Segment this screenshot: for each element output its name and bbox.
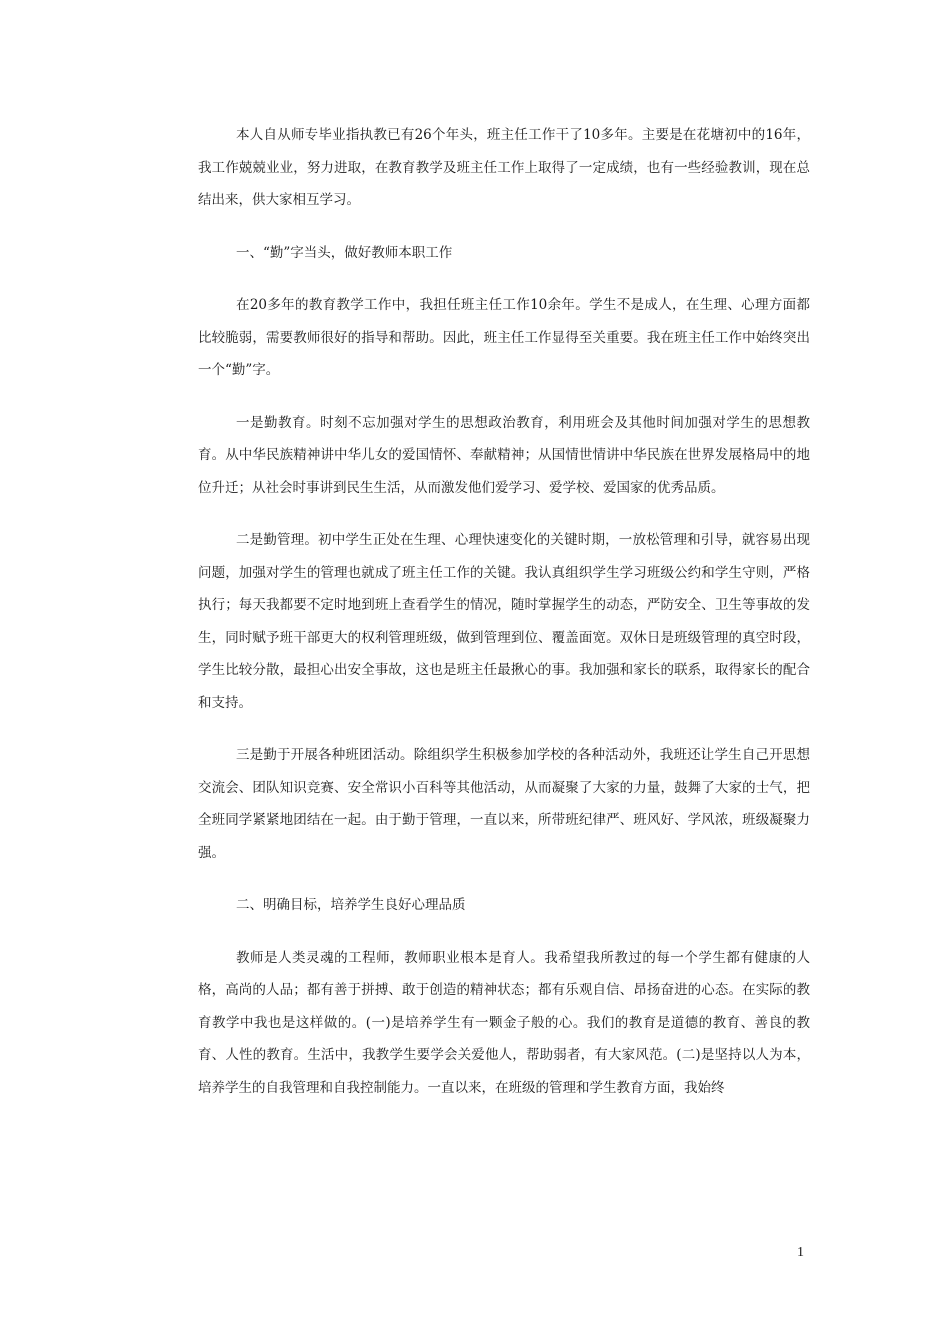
paragraph-intro: 本人自从师专毕业指执教已有26个年头，班主任工作干了10多年。主要是在花塘初中的16年，我工作兢兢业业，努力进取，在教育教学及班主任工作上取得了一定成绩，也有一些经验教训，现在总结出来，供大家相互学习。 [198,127,810,208]
section-heading-1: 一、“勤”字当头，做好教师本职工作 [236,244,453,261]
paragraph-diligent-education: 一是勤教育。时刻不忘加强对学生的思想政治教育，利用班会及其他时间加强对学生的思想教育。从中华民族精神讲中华儿女的爱国情怀、奉献精神；从国情世情讲中华民族在世界发展格局中的地位升迁；从社会时事讲到民生生活，从而激发他们爱学习、爱学校、爱国家的优秀品质。 [198,414,810,496]
paragraph-class-activities: 三是勤于开展各种班团活动。除组织学生积极参加学校的各种活动外，我班还让学生自己开思想交流会、团队知识竞赛、安全常识小百科等其他活动，从而凝聚了大家的力量，鼓舞了大家的士气，把全班同学紧紧地团结在一起。由于勤于管理，一直以来，所带班纪律严、班风好、学风浓，班级凝聚力强。 [198,747,810,861]
section-heading-2: 二、明确目标，培养学生良好心理品质 [236,897,466,913]
document-body [198,119,810,1124]
page-number: 1 [797,1245,804,1260]
paragraph-diligent-management: 二是勤管理。初中学生正处在生理、心理快速变化的关键时期，一放松管理和引导，就容易出现问题，加强对学生的管理也就成了班主任工作的关键。我认真组织学生学习班级公约和学生守则，严格执行；每天我都要不定时地到班上查看学生的情况，随时掌握学生的动态，严防安全、卫生等事故的发生，同时赋予班干部更大的权利管理班级，做到管理到位、覆盖面宽。双休日是班级管理的真空时段，学生比较分散，最担心出安全事故，这也是班主任最揪心的事。我加强和家长的联系，取得家长的配合和支持。 [198,532,810,711]
paragraph-teacher-role: 教师是人类灵魂的工程师，教师职业根本是育人。我希望我所教过的每一个学生都有健康的人格，高尚的人品；都有善于拼搏、敢于创造的精神状态；都有乐观自信、昂扬奋进的心态。在实际的教育教学中我也是这样做的。(一)是培养学生有一颗金子般的心。我们的教育是道德的教育、善良的教育、人性的教育。生活中，我教学生要学会关爱他人，帮助弱者，有大家风范。(二)是坚持以人为本，培养学生的自我管理和自我控制能力。一直以来，在班级的管理和学生教育方面，我始终 [198,949,810,1096]
paragraph-diligence-overview: 在20多年的教育教学工作中，我担任班主任工作10余年。学生不是成人，在生理、心理方面都比较脆弱，需要教师很好的指导和帮助。因此，班主任工作显得至关重要。我在班主任工作中始终突出一个“勤”字。 [198,297,810,378]
